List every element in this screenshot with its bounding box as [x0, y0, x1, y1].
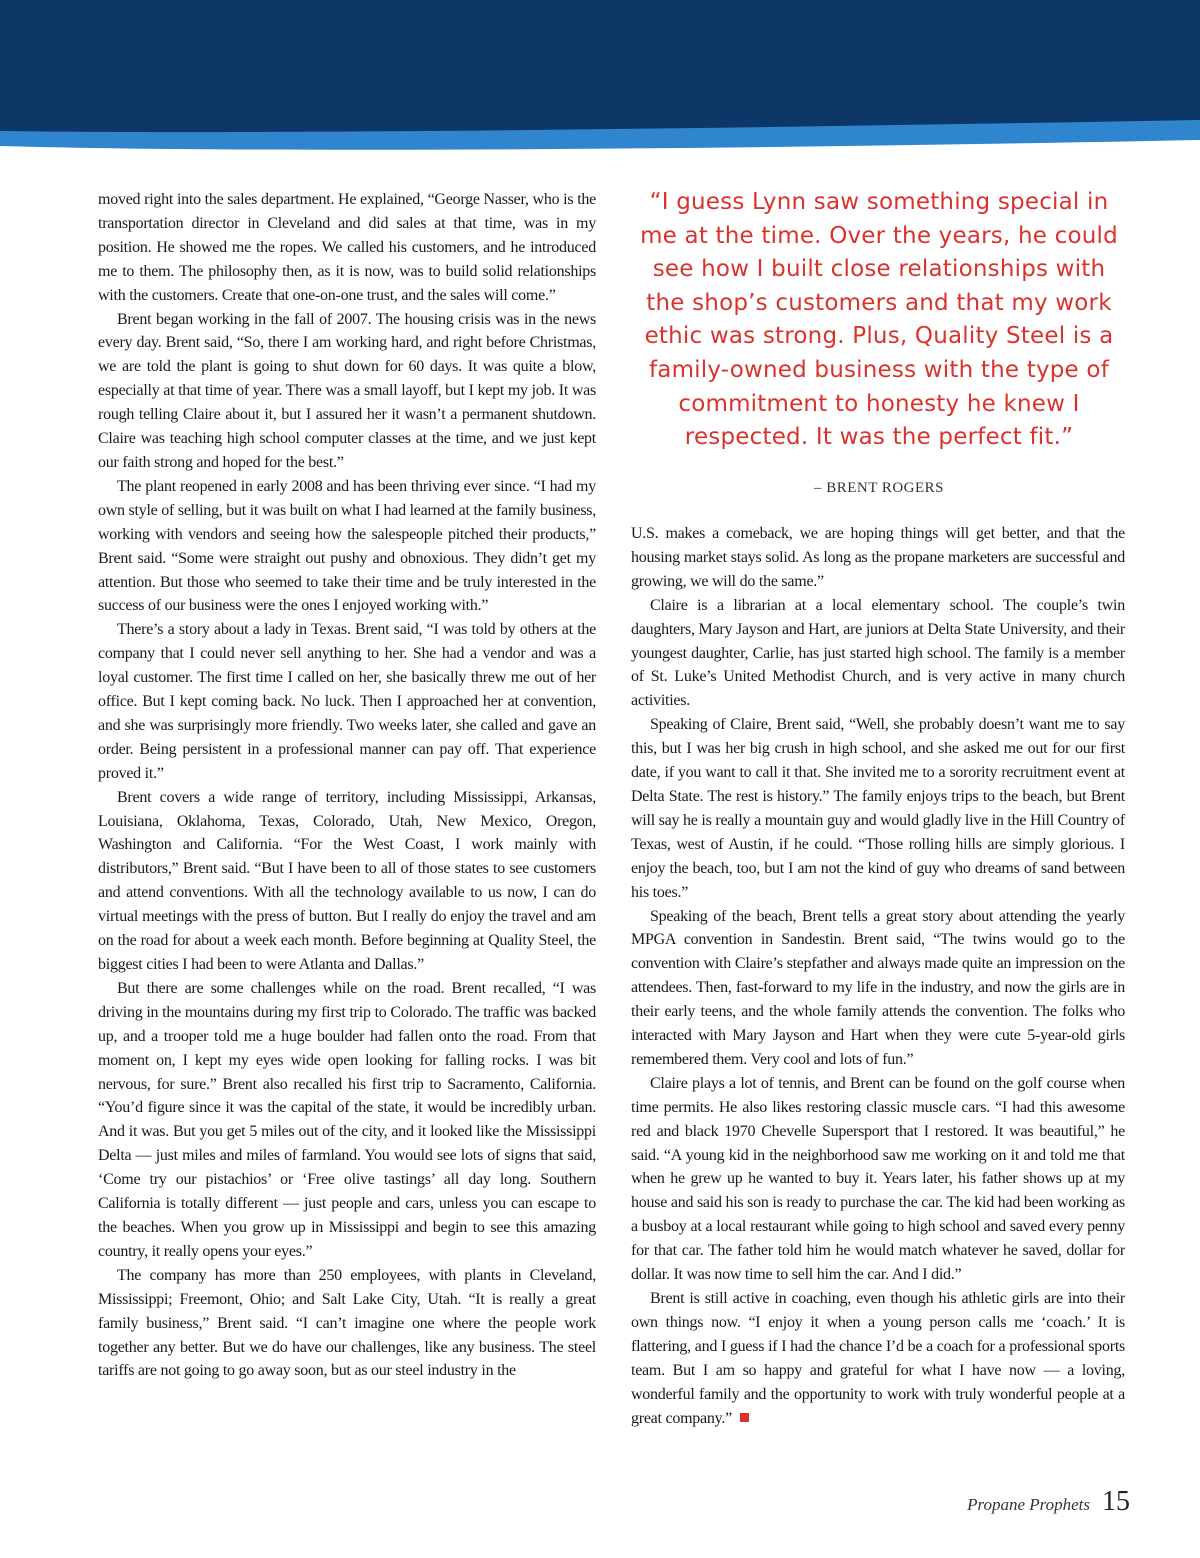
paragraph: There’s a story about a lady in Texas. Brent said, “I was told by others at the company that I could never sell anything to her. She had a vendor and was a loyal customer. The first time I called on her, she basically threw me out of her office. But I kept coming back. No luck. Then I approached her at convention, and she was surprisingly more friendly. Two weeks later, she called and gave an order. Being persistent in a professional manner can pay off. That experience proved it.”: [98, 621, 596, 782]
paragraph: The plant reopened in early 2008 and has been thriving ever since. “I had my own style of selling, but it was built on what I had learned at the family business, working with vendors and seeing how the salespeople pitched their products,” Brent said. “Some were straight out pushy and obnoxious. They didn’t get my attention. But those who seemed to take their time and be truly interested in the success of our business were the ones I enjoyed working with.”: [98, 477, 597, 615]
paragraph: Brent covers a wide range of territory, including Mississippi, Arkansas, Louisiana, Oklahoma, Texas, Colorado, Utah, New Mexico, Oregon, Washington and California. “For the West Coast, I work mainly with distributors,” Brent said. “But I have been to all of those states to see customers and attend conventions. With all the technology available to us now, I can do virtual meetings with the press of button. But I really do enjoy the travel and am on the road for about a week each month. Before beginning at Quality Steel, the biggest cities I had been to were Atlanta and Dallas.”: [98, 788, 596, 973]
paragraph: Speaking of Claire, Brent said, “Well, she probably doesn’t want me to say this, but I was her big crush in high school, and she asked me out for our first date, if you want to call it that. She invited me to a sorority recruitment event at Delta State. The rest is history.” The family enjoys trips to the beach, but Brent will say he is really a mountain guy and would gladly live in the Hill Country of Texas, west of Austin, if he could. “Those rolling hills are simply glorious. I enjoy the beach, too, but I am not the kind of guy who dreams of sand between his toes.”: [631, 716, 1125, 901]
page-footer: [967, 1486, 1130, 1518]
paragraph: moved right into the sales department. He explained, “George Nasser, who is the transportation director in Cleveland and did sales at that time, was in my position. He showed me the ropes. We called his customers, and he introduced me to them. The philosophy then, as it is now, was to build solid relationships with the customers. Create that one-on-one trust, and the sales will come.”: [98, 191, 596, 304]
paragraph-final: [631, 1287, 1125, 1430]
pull-quote: “I guess Lynn saw something special in me at the time. Over the years, he could see how I built close relationships with the shop’s customers and that my work ethic was strong. Plus, Quality Steel is a family-owned business with the type of commitment to honesty he knew I respected. It was the perfect fit.”: [640, 189, 1118, 451]
end-of-article-mark: [740, 1413, 749, 1422]
paragraph: Claire is a librarian at a local elementary school. The couple’s twin daughters, Mary Jayson and Hart, are juniors at Delta State University, and their youngest daughter, Carlie, has just started high school. The family is a member of St. Luke’s United Methodist Church, and is very active in many church activities.: [631, 596, 1125, 710]
paragraph: Brent began working in the fall of 2007. The housing crisis was in the news every day. Brent said, “So, there I am working hard, and right before Christmas, we are told the plant is going to shut down for 60 days. It was quite a blow, especially at that time of year. There was a small layoff, but I kept my job. It was rough telling Claire about it, but I assured her it wasn’t a permanent shutdown. Claire was teaching high school computer classes at the time, and we just kept our faith strong and hoped for the best.”: [98, 310, 596, 471]
paragraph: Speaking of the beach, Brent tells a great story about attending the yearly MPGA convention in Sandestin. Brent said, “The twins would go to the convention with Claire’s stepfather and always made quite an impression on the attendees. Then, fast-forward to my life in the industry, and now the girls are in their early teens, and the whole family attends the convention. The folks who interacted with Mary Jayson and Hart when they were cute 5-year-old girls remembered them. Very cool and lots of fun.”: [631, 907, 1125, 1068]
paragraph-text: Brent is still active in coaching, even though his athletic girls are into their own things now. “I enjoy it when a young person calls me ‘coach.’ It is flattering, and I guess if I had the chance I’d be a coach for a professional sports team. But I am so happy and grateful for what I have now — a loving, wonderful family and the opportunity to work with truly wonderful people at a great company.”: [631, 1290, 1125, 1427]
paragraph: U.S. makes a comeback, we are hoping things will get better, and that the housing market stays solid. As long as the propane marketers are successful and growing, we will do the same.”: [631, 525, 1125, 590]
paragraph: Claire plays a lot of tennis, and Brent can be found on the golf course when time permits. He also likes restoring classic muscle cars. “I had this awesome red and black 1970 Chevelle Supersport that I restored. It was beautiful,” he said. “A young kid in the neighborhood saw me working on it and told me that when he grew up he wanted to buy it. Years later, his father shows up at my house and said his son is ready to purchase the car. The kid had been working as a busboy at a local restaurant while going to high school and saved every penny for that car. The father told him he would match whatever he saved, dollar for dollar. It was now time to sell him the car. And I did.”: [631, 1074, 1125, 1284]
pull-quote-attribution: – BRENT ROGERS: [813, 480, 945, 496]
header-dark-bar: [0, 0, 1200, 132]
paragraph: The company has more than 250 employees, with plants in Cleveland, Mississippi; Freemont, Ohio; and Salt Lake City, Utah. “It is really a great family business,” Brent said. “I can’t imagine one where the people work together any better. But we do have our challenges, like any business. The steel tariffs are not going to go away soon, but as our steel industry in the: [98, 1266, 596, 1380]
header-band: [0, 0, 1200, 150]
left-column: [98, 188, 596, 1383]
magazine-name: Propane Prophets: [967, 1495, 1090, 1514]
page-number: 15: [1102, 1486, 1130, 1517]
paragraph: But there are some challenges while on the road. Brent recalled, “I was driving in the mountains during my first trip to Colorado. The traffic was backed up, and a trooper told me a huge boulder had fallen onto the road. From that moment on, I kept my eyes wide open looking for falling rocks. I was bit nervous, for sure.” Brent also recalled his first trip to Sacramento, California. “You’d figure since it was the capital of the state, it would be incredibly urban. And it was. But you get 5 miles out of the city, and it looked like the Mississippi Delta — just miles and miles of farmland. You would see lots of signs that said, ‘Come try our pistachios’ or ‘Free olive tastings’ all day long. Southern California is totally different — just people and cars, unless you can escape to the beaches. When you grow up in Mississippi and begin to see this amazing country, it really opens your eyes.”: [98, 979, 596, 1260]
right-column: [631, 522, 1125, 1430]
